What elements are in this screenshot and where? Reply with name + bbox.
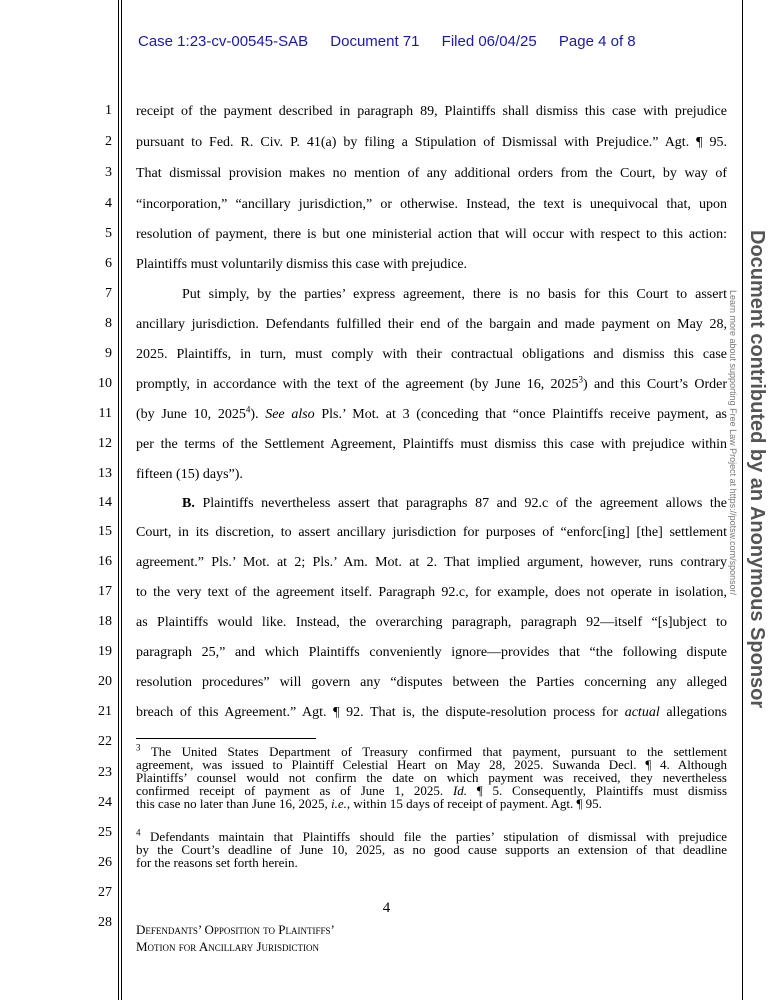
body-text: allegations (659, 705, 727, 720)
footnote-mark-4: 4 (136, 827, 141, 838)
body-line: per the terms of the Settlement Agreement, Plaintiffs must dismiss this case with prejudice within (136, 437, 727, 452)
line-number: 25 (98, 825, 112, 840)
line-number: 8 (105, 316, 112, 331)
footnote-line: for the reasons set forth herein. (136, 855, 298, 870)
citation-id: Id. (452, 783, 468, 798)
page-number: 4 (382, 900, 391, 916)
footer-title-line1: Defendants’ Opposition to Plaintiffs’ (136, 922, 335, 937)
line-number: 5 (105, 226, 112, 241)
case-number: Case 1:23-cv-00545-SAB (138, 33, 309, 50)
line-number: 10 (98, 376, 112, 391)
line-number: 18 (98, 614, 112, 629)
body-line: as Plaintiffs would like. Instead, the overarching paragraph, paragraph 92—itself “[s]ubject to (136, 615, 727, 630)
body-text: Plaintiffs nevertheless assert that paragraphs 87 and 92.c of the agreement allows the (194, 496, 727, 511)
case-header (138, 33, 654, 50)
body-line: receipt of the payment described in paragraph 89, Plaintiffs shall dismiss this case with prejudice (136, 104, 727, 119)
line-number: 14 (98, 495, 112, 510)
emphasis: actual (624, 705, 660, 720)
body-line: 2025. Plaintiffs, in turn, must comply with their contractual obligations and dismiss this case (136, 347, 727, 362)
footnote-text: , within 15 days of receipt of payment. Agt. ¶ 95. (346, 796, 602, 811)
citation-signal: See also (265, 407, 315, 422)
line-number: 20 (98, 674, 112, 689)
body-line: Plaintiffs must voluntarily dismiss this case with prejudice. (136, 257, 468, 272)
abbreviation-ie: i.e. (330, 796, 347, 811)
body-text: promptly, in accordance with the text of the agreement (by June 16, 2025 (136, 377, 579, 392)
body-text: breach of this Agreement.” Agt. ¶ 92. That is, the dispute-resolution process for (136, 705, 625, 720)
margin-rule-outer (118, 0, 119, 1000)
footnote-separator (136, 738, 316, 739)
document-number: Document 71 (330, 33, 420, 50)
filed-date: Filed 06/04/25 (441, 33, 537, 50)
footnote-text: this case no later than June 16, 2025, (136, 796, 331, 811)
watermark-sub: Learn more about supporting Free Law Project at https://potsw.com/sponsor/ (728, 290, 738, 596)
body-text: ). (250, 407, 266, 422)
footnote-ref-4: 4 (245, 404, 251, 415)
body-text: ) and this Court’s Order (583, 377, 727, 392)
body-line (136, 376, 727, 394)
body-line: pursuant to Fed. R. Civ. P. 41(a) by filing a Stipulation of Dismissal with Prejudice.” Agt. ¶ 95. (136, 135, 727, 150)
body-line: resolution of payment, there is but one ministerial action that will occur with respect to this action: (136, 227, 727, 242)
footnote-line: by the Court’s deadline of June 10, 2025, as no good cause supports an extension of that deadline (136, 842, 727, 857)
footnote-text: confirmed receipt of payment as of June 1, 2025. (136, 783, 453, 798)
footnote-ref-3: 3 (578, 374, 584, 385)
line-number: 9 (105, 346, 112, 361)
footnote-line (136, 797, 727, 810)
line-number: 12 (98, 436, 112, 451)
margin-rule-inner (121, 0, 122, 1000)
footer-title-line2: Motion for Ancillary Jurisdiction (136, 939, 320, 954)
body-line (136, 704, 727, 722)
line-number: 16 (98, 554, 112, 569)
line-number: 23 (98, 765, 112, 780)
body-line (136, 406, 727, 424)
body-line: agreement.” Pls.’ Mot. at 2; Pls.’ Am. Mot. at 2. That implied argument, however, runs contrary (136, 555, 727, 570)
margin-rule-right (742, 0, 743, 1000)
footnote-text: Defendants maintain that Plaintiffs should file the parties’ stipulation of dismissal with prejudice (140, 829, 727, 844)
line-number: 24 (98, 795, 112, 810)
body-line: resolution procedures” will govern any “disputes between the Parties concerning any alleged (136, 675, 727, 690)
body-line: fifteen (15) days”). (136, 467, 243, 482)
body-text: Pls.’ Mot. at 3 (conceding that “once Plaintiffs receive payment, as (314, 407, 728, 422)
line-number: 6 (105, 256, 112, 271)
line-number: 22 (98, 734, 112, 749)
watermark-main: Document contributed by an Anonymous Sponsor (746, 230, 768, 709)
body-line: That dismissal provision makes no mention of any additional orders from the Court, by way of (136, 166, 727, 181)
body-text: (by June 10, 2025 (136, 407, 246, 422)
footnote-text: ¶ 5. Consequently, Plaintiffs must dismiss (467, 783, 728, 798)
line-number: 26 (98, 855, 112, 870)
line-number: 7 (105, 286, 112, 301)
line-number: 27 (98, 885, 112, 900)
footnote-line: Plaintiffs’ counsel would not confirm the date on which payment was received, they nevertheless (136, 770, 727, 785)
footnote-line: agreement, was issued to Plaintiff Celestial Heart on May 28, 2025. Suwanda Decl. ¶ 4. Although (136, 757, 727, 772)
body-line: “incorporation,” “ancillary jurisdiction,” or otherwise. Instead, the text is unequivocal that, upon (136, 197, 727, 212)
body-line: ancillary jurisdiction. Defendants fulfilled their end of the bargain and made payment on May 28, (136, 317, 727, 332)
line-number: 3 (105, 165, 112, 180)
footnote-text: The United States Department of Treasury confirmed that payment, pursuant to the settlement (140, 744, 727, 759)
body-line (136, 495, 727, 513)
line-number: 21 (98, 704, 112, 719)
line-number: 15 (98, 524, 112, 539)
line-number: 2 (105, 134, 112, 149)
line-number: 11 (98, 406, 112, 421)
line-number: 17 (98, 584, 112, 599)
line-number: 4 (105, 196, 112, 211)
line-number: 1 (105, 103, 112, 118)
section-marker: B. (182, 496, 195, 511)
body-line: Put simply, by the parties’ express agreement, there is no basis for this Court to assert (182, 287, 727, 302)
body-line: paragraph 25,” and which Plaintiffs conveniently ignore—provides that “the following dispute (136, 645, 727, 660)
line-number: 19 (98, 644, 112, 659)
line-number: 13 (98, 466, 112, 481)
line-number: 28 (98, 915, 112, 930)
footnote-mark-3: 3 (136, 742, 141, 753)
page-indicator: Page 4 of 8 (558, 33, 636, 50)
body-line: Court, in its discretion, to assert ancillary jurisdiction for purposes of “enforc[ing] [the] settlement (136, 525, 727, 540)
body-line: to the very text of the agreement itself. Paragraph 92.c, for example, does not operate in isolation, (136, 585, 727, 600)
